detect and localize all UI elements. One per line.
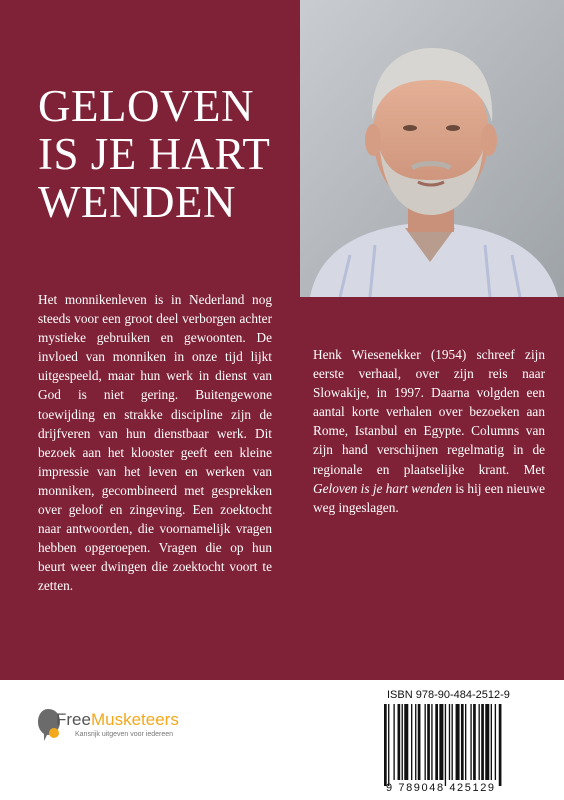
book-title [38, 82, 278, 226]
publisher-tagline: Kansrijk uitgeven voor iedereen [75, 731, 174, 738]
author-photo [300, 0, 564, 297]
author-bio [313, 345, 545, 517]
title-line-1: GELOVEN [38, 81, 254, 131]
isbn-label: ISBN 978-90-484-2512-9 [387, 689, 510, 701]
cover-footer [0, 680, 564, 800]
title-line-2: IS JE HART [38, 129, 271, 179]
barcode-digits: 9 789048 425129 [386, 782, 496, 794]
bio-text-end: is hij een nieuwe weg ingeslagen. [313, 480, 545, 515]
book-blurb: Het monnikenleven is in Nederland nog steeds voor een groot deel verborgen achter mystieke gebruiken en gewoonten. De invloed van monniken in onze tijd lijkt uitgespeeld, maar hun werk in dienst van God is niet gering. Buitengewone toewijding en strakke discipline zijn de drijfveren van hun dienstbaar werk. Dit bezoek aan het klooster geeft een kleine impressie van het leven en werken van monniken, gecombineerd met gesprekken over geloof en zingeving. Een zoektocht naar antwoorden, die voornamelijk vragen hebben opgeroepen. Vragen die op hun beurt weer dwingen die zoektocht voort te zetten. [38, 292, 272, 594]
publisher-name [56, 710, 179, 730]
bio-book-title: Geloven is je hart wenden [313, 480, 452, 496]
publisher-logo [38, 707, 198, 769]
title-line-3: WENDEN [38, 177, 236, 227]
publisher-name-musketeers: Musketeers [90, 710, 179, 729]
bio-text-start: Henk Wiesenekker (1954) schreef zijn eerste verhaal, over zijn reis naar Slowakije, in 1997. Daarna volgden een aantal korte verhalen over bezoeken aan Rome, Istanbul en Egypte. Columns van zijn hand verschijnen regelmatig in de regionale en plaatselijke krant. Met [313, 347, 545, 477]
barcode [380, 704, 552, 788]
publisher-name-free: Free [56, 710, 91, 729]
